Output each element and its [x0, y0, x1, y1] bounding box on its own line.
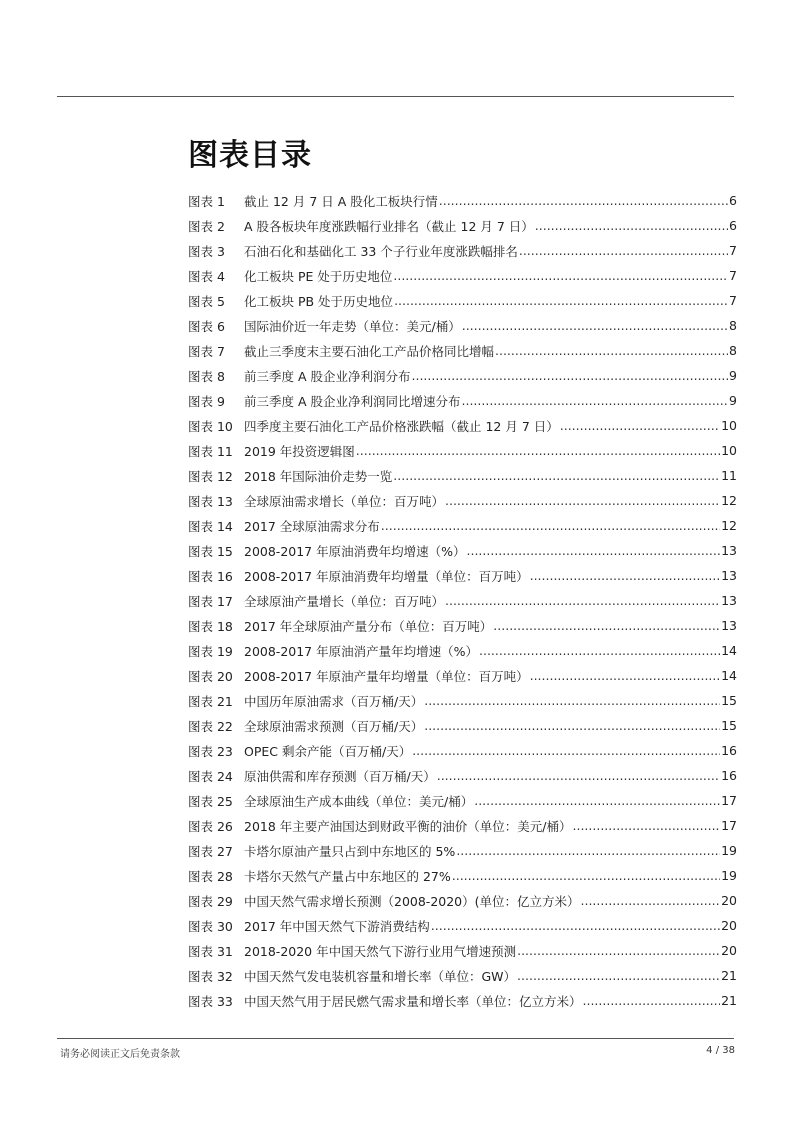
toc-entry-page: 9 — [729, 393, 737, 408]
toc-entry[interactable] — [188, 188, 737, 213]
toc-entry-label: 图表 6 — [188, 318, 225, 334]
toc-entry[interactable] — [188, 688, 737, 713]
toc-entry-page: 7 — [729, 243, 737, 258]
toc-entry-page: 12 — [721, 518, 737, 533]
toc-entry-label: 图表 19 — [188, 643, 233, 659]
toc-entry[interactable] — [188, 863, 737, 888]
toc-entry-label: 图表 22 — [188, 718, 233, 734]
toc-entry[interactable] — [188, 363, 737, 388]
toc-leader-dots — [452, 868, 720, 883]
toc-entry-title: A 股各板块年度涨跌幅行业排名（截止 12 月 7 日） — [244, 218, 534, 234]
toc-leader-dots — [583, 993, 721, 1008]
toc-entry-label: 图表 18 — [188, 618, 233, 634]
toc-leader-dots — [462, 393, 729, 408]
toc-leader-dots — [474, 793, 720, 808]
toc-entry-page: 16 — [721, 768, 737, 783]
toc-leader-dots — [445, 493, 720, 508]
toc-entry-label: 图表 5 — [188, 293, 225, 309]
toc-leader-dots — [381, 518, 720, 533]
toc-entry-label: 图表 13 — [188, 493, 233, 509]
toc-entry-page: 20 — [721, 918, 737, 933]
toc-entry-title: 前三季度 A 股企业净利润同比增速分布 — [244, 393, 461, 409]
toc-entry-page: 17 — [721, 793, 737, 808]
toc-entry-label: 图表 30 — [188, 918, 233, 934]
toc-entry-title: 化工板块 PB 处于历史地位 — [244, 293, 394, 309]
toc-entry-label: 图表 2 — [188, 218, 225, 234]
toc-entry-page: 8 — [729, 343, 737, 358]
toc-entry-page: 13 — [721, 618, 737, 633]
toc-entry-label: 图表 25 — [188, 793, 233, 809]
toc-entry[interactable] — [188, 838, 737, 863]
footer-page-number: 4 / 38 — [706, 1045, 735, 1056]
toc-entry-title: 2018 年国际油价走势一览 — [244, 468, 393, 484]
toc-entry[interactable] — [188, 288, 737, 313]
toc-entry[interactable] — [188, 763, 737, 788]
toc-entry[interactable] — [188, 988, 737, 1013]
toc-entry[interactable] — [188, 513, 737, 538]
toc-entry[interactable] — [188, 663, 737, 688]
toc-entry-label: 图表 29 — [188, 893, 233, 909]
toc-entry-page: 8 — [729, 318, 737, 333]
toc-entry[interactable] — [188, 388, 737, 413]
page-title: 图表目录 — [188, 138, 312, 173]
toc-entry-title: 2019 年投资逻辑图 — [244, 443, 355, 459]
toc-leader-dots — [437, 768, 720, 783]
toc-entry-title: 全球原油需求预测（百万桶/天） — [244, 718, 424, 734]
toc-entry-title: 2008-2017 年原油消费年均增速（%） — [244, 543, 466, 559]
toc-entry-label: 图表 7 — [188, 343, 225, 359]
toc-entry[interactable] — [188, 888, 737, 913]
toc-entry-title: 2018 年主要产油国达到财政平衡的油价（单位：美元/桶） — [244, 818, 572, 834]
toc-entry-label: 图表 8 — [188, 368, 225, 384]
toc-entry-page: 10 — [721, 418, 737, 433]
toc-entry-title: 2017 全球原油需求分布 — [244, 518, 380, 534]
toc-entry[interactable] — [188, 713, 737, 738]
toc-entry-label: 图表 26 — [188, 818, 233, 834]
toc-entry-title: 中国天然气用于居民燃气需求量和增长率（单位：亿立方米） — [244, 993, 582, 1009]
toc-entry[interactable] — [188, 613, 737, 638]
toc-entry-title: 原油供需和库存预测（百万桶/天） — [244, 768, 436, 784]
toc-entry[interactable] — [188, 938, 737, 963]
toc-entry-page: 19 — [721, 868, 737, 883]
toc-entry-label: 图表 4 — [188, 268, 225, 284]
toc-entry-title: 石油石化和基础化工 33 个子行业年度涨跌幅排名 — [244, 243, 518, 259]
toc-entry[interactable] — [188, 538, 737, 563]
toc-leader-dots — [479, 643, 720, 658]
toc-entry-label: 图表 27 — [188, 843, 233, 859]
toc-entry-page: 6 — [729, 218, 737, 233]
toc-leader-dots — [393, 268, 728, 283]
toc-entry-label: 图表 21 — [188, 693, 233, 709]
toc-leader-dots — [530, 668, 720, 683]
toc-entry-title: 截止三季度末主要石油化工产品价格同比增幅 — [244, 343, 495, 359]
toc-entry-label: 图表 17 — [188, 593, 233, 609]
toc-entry[interactable] — [188, 413, 737, 438]
toc-entry-label: 图表 33 — [188, 993, 233, 1009]
toc-entry-title: 截止 12 月 7 日 A 股化工板块行情 — [244, 193, 438, 209]
toc-entry[interactable] — [188, 238, 737, 263]
footer-rule — [57, 1038, 734, 1039]
toc-leader-dots — [573, 818, 721, 833]
toc-entry[interactable] — [188, 338, 737, 363]
toc-entry-page: 14 — [721, 643, 737, 658]
toc-entry-title: 2008-2017 年原油消费年均增量（单位：百万吨） — [244, 568, 529, 584]
toc-entry-title: 中国天然气发电装机容量和增长率（单位：GW） — [244, 968, 517, 984]
toc-entry-page: 7 — [729, 268, 737, 283]
table-of-figures — [188, 188, 737, 1013]
toc-entry-page: 14 — [721, 668, 737, 683]
toc-entry-title: OPEC 剩余产能（百万桶/天） — [244, 743, 412, 759]
toc-leader-dots — [517, 943, 720, 958]
toc-leader-dots — [581, 893, 721, 908]
toc-entry-label: 图表 12 — [188, 468, 233, 484]
toc-entry-title: 2008-2017 年原油消产量年均增速（%） — [244, 643, 478, 659]
toc-entry[interactable] — [188, 638, 737, 663]
toc-leader-dots — [439, 193, 728, 208]
toc-entry-label: 图表 23 — [188, 743, 233, 759]
toc-entry[interactable] — [188, 438, 737, 463]
toc-leader-dots — [412, 743, 720, 758]
toc-entry-label: 图表 32 — [188, 968, 233, 984]
toc-entry-page: 9 — [729, 368, 737, 383]
toc-leader-dots — [431, 918, 720, 933]
toc-leader-dots — [493, 618, 720, 633]
toc-leader-dots — [394, 293, 728, 308]
toc-entry-title: 2018-2020 年中国天然气下游行业用气增速预测 — [244, 943, 517, 959]
toc-entry-label: 图表 31 — [188, 943, 233, 959]
toc-entry-title: 2008-2017 年原油产量年均增量（单位：百万吨） — [244, 668, 529, 684]
toc-entry-label: 图表 3 — [188, 243, 225, 259]
toc-entry-title: 2017 年中国天然气下游消费结构 — [244, 918, 430, 934]
toc-entry-title: 2017 年全球原油产量分布（单位：百万吨） — [244, 618, 493, 634]
toc-leader-dots — [467, 543, 721, 558]
toc-leader-dots — [495, 343, 728, 358]
toc-entry-label: 图表 1 — [188, 193, 225, 209]
toc-entry-label: 图表 14 — [188, 518, 233, 534]
toc-entry-page: 6 — [729, 193, 737, 208]
toc-leader-dots — [424, 693, 720, 708]
toc-entry-page: 13 — [721, 543, 737, 558]
toc-leader-dots — [517, 968, 720, 983]
toc-entry[interactable] — [188, 463, 737, 488]
toc-entry-page: 21 — [721, 968, 737, 983]
toc-entry-page: 11 — [721, 468, 737, 483]
header-rule — [57, 96, 734, 97]
toc-leader-dots — [424, 718, 720, 733]
toc-entry-page: 20 — [721, 893, 737, 908]
toc-leader-dots — [393, 468, 720, 483]
toc-entry-label: 图表 10 — [188, 418, 233, 434]
toc-entry-label: 图表 20 — [188, 668, 233, 684]
toc-leader-dots — [462, 318, 728, 333]
toc-entry-label: 图表 28 — [188, 868, 233, 884]
toc-entry-title: 全球原油需求增长（单位：百万吨） — [244, 493, 445, 509]
toc-entry-page: 21 — [721, 993, 737, 1008]
toc-leader-dots — [530, 568, 720, 583]
toc-entry[interactable] — [188, 313, 737, 338]
toc-entry-title: 国际油价近一年走势（单位：美元/桶） — [244, 318, 461, 334]
toc-entry[interactable] — [188, 213, 737, 238]
toc-entry[interactable] — [188, 263, 737, 288]
toc-entry-page: 19 — [721, 843, 737, 858]
toc-entry-page: 12 — [721, 493, 737, 508]
toc-leader-dots — [356, 443, 720, 458]
toc-entry-page: 7 — [729, 293, 737, 308]
toc-entry-label: 图表 16 — [188, 568, 233, 584]
toc-entry-title: 四季度主要石油化工产品价格涨跌幅（截止 12 月 7 日） — [244, 418, 559, 434]
toc-entry-label: 图表 15 — [188, 543, 233, 559]
toc-entry-page: 15 — [721, 718, 737, 733]
toc-entry[interactable] — [188, 963, 737, 988]
toc-entry-page: 13 — [721, 568, 737, 583]
toc-entry-label: 图表 9 — [188, 393, 225, 409]
toc-entry-title: 卡塔尔天然气产量占中东地区的 27% — [244, 868, 451, 884]
toc-leader-dots — [412, 368, 729, 383]
toc-entry-label: 图表 11 — [188, 443, 233, 459]
toc-leader-dots — [560, 418, 720, 433]
toc-entry-page: 10 — [721, 443, 737, 458]
toc-entry-page: 16 — [721, 743, 737, 758]
toc-entry[interactable] — [188, 563, 737, 588]
toc-entry[interactable] — [188, 913, 737, 938]
toc-entry-label: 图表 24 — [188, 768, 233, 784]
toc-entry-title: 中国天然气需求增长预测（2008-2020）(单位：亿立方米） — [244, 893, 580, 909]
toc-leader-dots — [456, 843, 720, 858]
toc-entry-page: 15 — [721, 693, 737, 708]
toc-entry[interactable] — [188, 788, 737, 813]
toc-entry-title: 化工板块 PE 处于历史地位 — [244, 268, 393, 284]
toc-entry-title: 全球原油生产成本曲线（单位：美元/桶） — [244, 793, 474, 809]
toc-entry[interactable] — [188, 738, 737, 763]
toc-entry-title: 中国历年原油需求（百万桶/天） — [244, 693, 424, 709]
toc-entry-title: 前三季度 A 股企业净利润分布 — [244, 368, 411, 384]
toc-entry[interactable] — [188, 588, 737, 613]
toc-leader-dots — [519, 243, 728, 258]
footer-disclaimer: 请务必阅读正文后免责条款 — [60, 1049, 180, 1060]
toc-entry-title: 卡塔尔原油产量只占到中东地区的 5% — [244, 843, 456, 859]
toc-leader-dots — [445, 593, 720, 608]
toc-entry[interactable] — [188, 488, 737, 513]
toc-entry-title: 全球原油产量增长（单位：百万吨） — [244, 593, 445, 609]
toc-entry[interactable] — [188, 813, 737, 838]
toc-entry-page: 17 — [721, 818, 737, 833]
toc-entry-page: 13 — [721, 593, 737, 608]
toc-leader-dots — [535, 218, 728, 233]
toc-entry-page: 20 — [721, 943, 737, 958]
